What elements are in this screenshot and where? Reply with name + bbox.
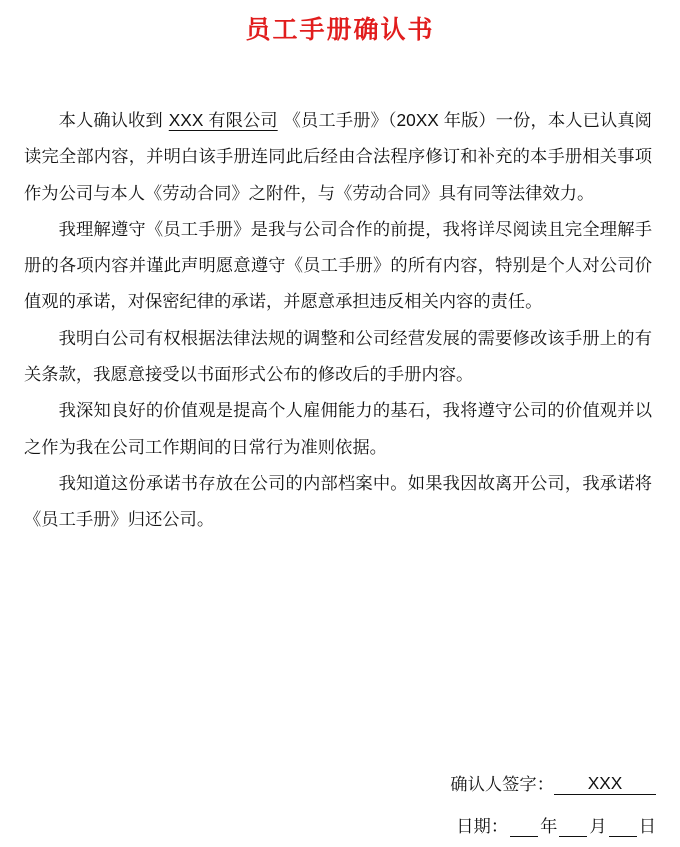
date-year-label: 年 bbox=[540, 817, 558, 837]
receipt-intro: 本人确认收到 bbox=[58, 111, 163, 131]
document-title: 员工手册确认书 bbox=[245, 15, 435, 44]
paragraph-amendments: 我明白公司有权根据法律法规的调整和公司经营发展的需要修改该手册上的有关条款，我愿意接受以书面形式公布的修改后的手册内容。 bbox=[24, 328, 652, 386]
paragraph-values: 我深知良好的价值观是提高个人雇佣能力的基石，我将遵守公司的价值观并以之作为我在公司工作期间的日常行为准则依据。 bbox=[24, 401, 652, 458]
company-name: XXX 有限公司 bbox=[168, 110, 278, 130]
signature-field[interactable]: XXX bbox=[554, 772, 656, 795]
date-row bbox=[456, 812, 656, 837]
date-label: 日期： bbox=[456, 817, 509, 837]
date-day-label: 日 bbox=[638, 817, 656, 837]
date-day-field[interactable] bbox=[609, 816, 637, 837]
paragraph-receipt bbox=[24, 102, 652, 212]
handbook-edition: （20XX 年版） bbox=[387, 110, 496, 130]
date-month-field[interactable] bbox=[559, 816, 587, 837]
paragraph-compliance: 我理解遵守《员工手册》是我与公司合作的前提，我将详尽阅读且完全理解手册的各项内容并谨此声明愿意遵守《员工手册》的所有内容，特别是个人对公司价值观的承诺，对保密纪律的承诺，并愿意承担违反相关内容的责任。 bbox=[24, 219, 652, 313]
document-body bbox=[24, 102, 652, 539]
date-month-label: 月 bbox=[589, 817, 607, 837]
receipt-statement: 一份，本人已认真阅读完全部内容，并明白该手册连同此后经由合法程序修订和补充的本手册相关事项作为公司与本人《劳动合同》之附件，与《劳动合同》具有同等法律效力。 bbox=[24, 111, 652, 204]
paragraph-archive: 我知道这份承诺书存放在公司的内部档案中。如果我因故离开公司，我承诺将《员工手册》归还公司。 bbox=[24, 473, 652, 531]
signature-label: 确认人签字： bbox=[450, 775, 554, 795]
signature-row bbox=[450, 770, 656, 795]
handbook-title: 《员工手册》 bbox=[283, 111, 388, 131]
date-year-field[interactable] bbox=[510, 816, 538, 837]
